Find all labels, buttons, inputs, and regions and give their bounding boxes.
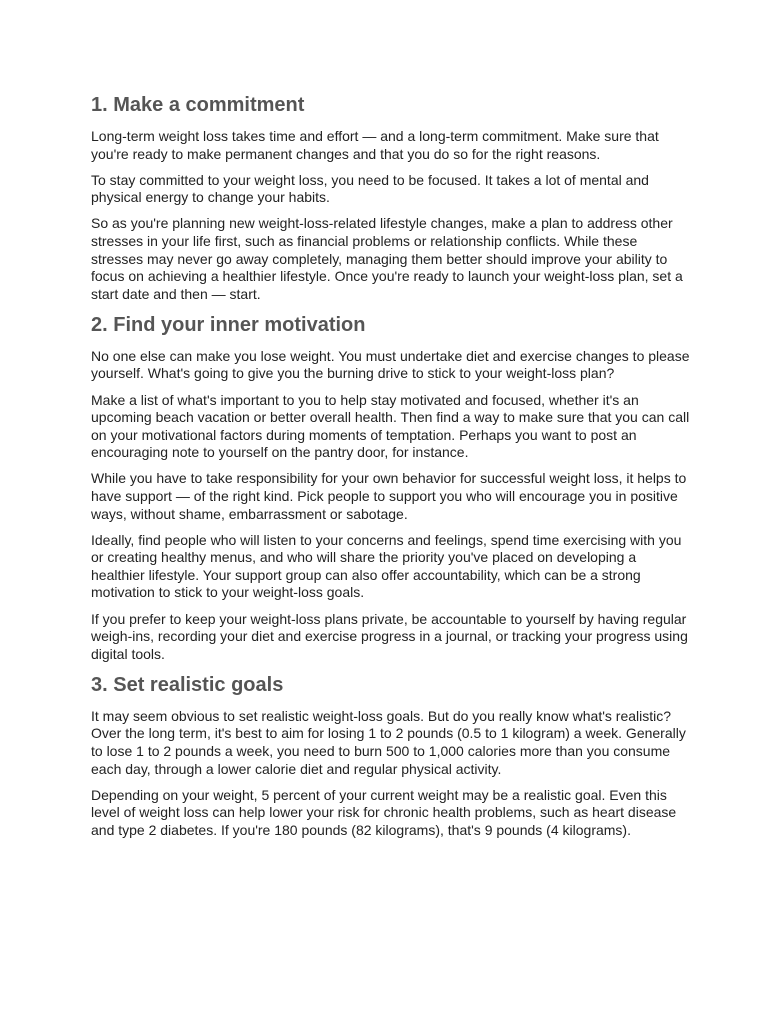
paragraph: Depending on your weight, 5 percent of your current weight may be a realistic goal. Even this level of weight loss can help lower your risk for chronic health problems, such as heart disease and type 2 diabetes. If you're 180 pounds (82 kilograms), that's 9 pounds (4 kilograms). (91, 786, 677, 838)
section-set-realistic-goals (91, 672, 691, 840)
paragraph: To stay committed to your weight loss, you need to be focused. It takes a lot of mental and physical energy to change your habits. (91, 171, 649, 206)
paragraph: It may seem obvious to set realistic weight-loss goals. But do you really know what's realistic? Over the long term, it's best to aim for losing 1 to 2 pounds (0.5 to 1 kilogram) a week. Generally to lose 1 to 2 pounds a week, you need to burn 500 to 1,000 calories more than you consume each day, through a lower calorie diet and regular physical activity. (91, 707, 686, 777)
document-page (91, 92, 691, 848)
paragraph: No one else can make you lose weight. You must undertake diet and exercise changes to please yourself. What's going to give you the burning drive to stick to your weight-loss plan? (91, 347, 690, 382)
section-heading: 3. Set realistic goals (91, 673, 284, 696)
paragraph: While you have to take responsibility for your own behavior for successful weight loss, it helps to have support — of the right kind. Pick people to support you who will encourage you in positive ways, without shame, embarrassment or sabotage. (91, 470, 687, 522)
section-heading: 2. Find your inner motivation (91, 313, 366, 336)
paragraph: So as you're planning new weight-loss-related lifestyle changes, make a plan to address other stresses in your life first, such as financial problems or relationship conflicts. While these stresses may never go away completely, managing them better should improve your ability to focus on achieving a healthier lifestyle. Once you're ready to launch your weight-loss plan, set a start date and then — start. (91, 215, 683, 302)
paragraph: Ideally, find people who will listen to your concerns and feelings, spend time exercising with you or creating healthy menus, and who will share the priority you've placed on developing a healthier lifestyle. Your support group can also offer accountability, which can be a strong motivation to stick to your weight-loss goals. (91, 531, 682, 601)
section-make-a-commitment (91, 92, 691, 303)
section-find-your-inner-motivation (91, 312, 691, 664)
paragraph: Make a list of what's important to you to help stay motivated and focused, whether it's an upcoming beach vacation or better overall health. Then find a way to make sure that you can call on your motivational factors during moments of temptation. Perhaps you want to post an encouraging note to yourself on the pantry door, for instance. (91, 391, 690, 461)
section-heading: 1. Make a commitment (91, 94, 305, 116)
paragraph: Long-term weight loss takes time and effort — and a long-term commitment. Make sure that you're ready to make permanent changes and that you do so for the right reasons. (91, 128, 659, 162)
paragraph: If you prefer to keep your weight-loss plans private, be accountable to yourself by having regular weigh-ins, recording your diet and exercise progress in a journal, or tracking your progress using digital tools. (91, 610, 688, 662)
